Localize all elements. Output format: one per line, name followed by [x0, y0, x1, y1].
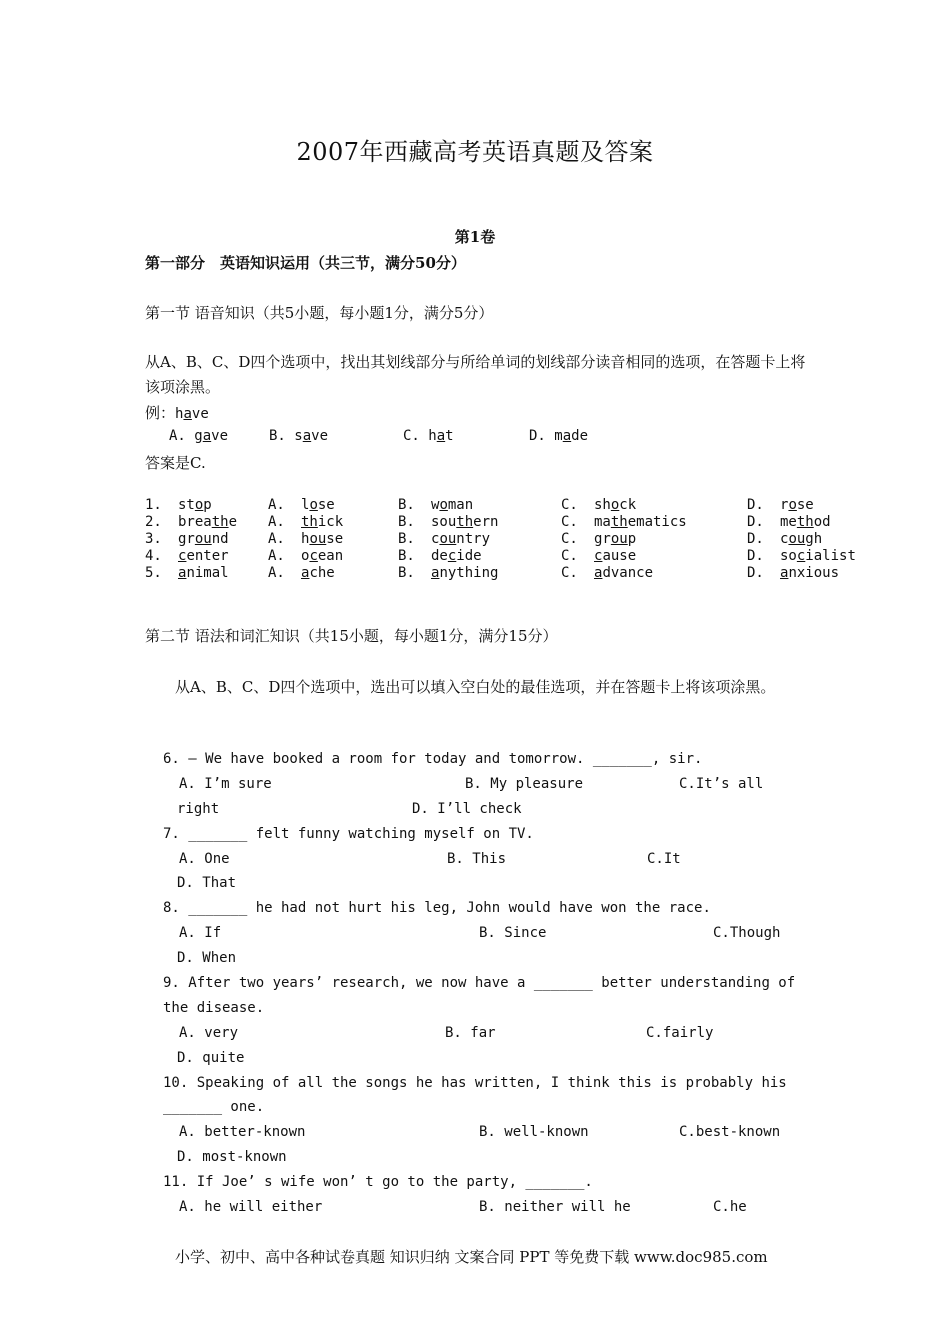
phonetics-row	[145, 497, 860, 514]
q6-option-c-cont: right	[177, 801, 220, 817]
question-7-stem: 7. _______ felt funny watching myself on TV.	[163, 826, 534, 842]
option-word: anything	[431, 565, 499, 581]
option-word: advance	[594, 565, 654, 581]
option-letter: B.	[398, 514, 415, 530]
item-number: 3.	[145, 531, 162, 547]
item-number: 4.	[145, 548, 162, 564]
item-number: 1.	[145, 497, 162, 513]
test-word: center	[178, 548, 229, 564]
test-word: animal	[178, 565, 229, 581]
option-letter: C.	[561, 497, 578, 513]
option-word: anxious	[780, 565, 840, 581]
section1-heading: 第一节 语音知识（共5小题，每小题1分，满分5分）	[145, 304, 494, 322]
option-letter: B.	[398, 565, 415, 581]
option-word: thick	[301, 514, 344, 530]
option-word: group	[594, 531, 637, 547]
option-word: method	[780, 514, 831, 530]
example-label: 例：	[145, 404, 176, 422]
option-word: rose	[780, 497, 814, 513]
option-letter: A.	[268, 497, 285, 513]
phonetics-row	[145, 548, 860, 565]
test-word: ground	[178, 531, 229, 547]
phonetics-row	[145, 514, 860, 531]
q8-option-a: A. If	[179, 925, 222, 941]
q6-option-d: D. I’ll check	[412, 801, 522, 817]
example-answer: 答案是C.	[145, 454, 206, 472]
example-option-a: A. gave	[169, 428, 229, 444]
option-letter: A.	[268, 565, 285, 581]
option-word: house	[301, 531, 344, 547]
option-word: cough	[780, 531, 823, 547]
question-8-stem: 8. _______ he had not hurt his leg, John would have won the race.	[163, 900, 711, 916]
option-letter: D.	[747, 531, 764, 547]
option-word: ache	[301, 565, 335, 581]
q7-option-c: C.It	[647, 851, 681, 867]
option-word: country	[431, 531, 491, 547]
test-word: breathe	[178, 514, 238, 530]
option-letter: A.	[268, 531, 285, 547]
phonetics-row	[145, 531, 860, 548]
option-word: ocean	[301, 548, 344, 564]
q8-option-c: C.Though	[713, 925, 781, 941]
option-letter: D.	[747, 497, 764, 513]
q6-option-b: B. My pleasure	[465, 776, 584, 792]
section2-instruction: 从A、B、C、D四个选项中，选出可以填入空白处的最佳选项，并在答题卡上将该项涂黑。	[175, 678, 776, 696]
question-10-stem-cont: _______ one.	[163, 1099, 265, 1115]
option-letter: C.	[561, 548, 578, 564]
option-word: mathematics	[594, 514, 687, 530]
q8-option-b: B. Since	[479, 925, 547, 941]
option-letter: C.	[561, 565, 578, 581]
q11-option-b: B. neither will he	[479, 1199, 631, 1215]
option-letter: A.	[268, 548, 285, 564]
q7-option-b: B. This	[447, 851, 507, 867]
option-letter: C.	[561, 531, 578, 547]
option-letter: B.	[398, 497, 415, 513]
q6-option-c: C.It’s all	[679, 776, 764, 792]
phonetics-table	[145, 497, 860, 582]
option-letter: A.	[268, 514, 285, 530]
example-word: have	[175, 406, 209, 422]
option-letter: B.	[398, 531, 415, 547]
option-letter: C.	[561, 514, 578, 530]
option-letter: B.	[398, 548, 415, 564]
part-heading: 第一部分 英语知识运用（共三节，满分50分）	[145, 254, 466, 272]
example-line	[145, 402, 209, 423]
option-letter: D.	[747, 565, 764, 581]
section2-heading: 第二节 语法和词汇知识（共15小题，每小题1分，满分15分）	[145, 627, 558, 645]
example-option-c: C. hat	[403, 428, 454, 444]
question-9-stem: 9. After two years’ research, we now have a _______ better understanding of	[163, 975, 796, 991]
q10-option-a: A. better-known	[179, 1124, 306, 1140]
option-letter: D.	[747, 514, 764, 530]
option-letter: D.	[747, 548, 764, 564]
q8-option-d: D. When	[177, 950, 237, 966]
option-word: southern	[431, 514, 499, 530]
option-word: shock	[594, 497, 637, 513]
phonetics-row	[145, 565, 860, 582]
q11-option-c: C.he	[713, 1199, 747, 1215]
item-number: 2.	[145, 514, 162, 530]
q10-option-d: D. most-known	[177, 1149, 287, 1165]
volume-title: 第1卷	[454, 228, 496, 246]
option-word: woman	[431, 497, 474, 513]
page-footer: 小学、初中、高中各种试卷真题 知识归纳 文案合同 PPT 等免费下载 www.doc985.com	[175, 1248, 768, 1266]
q9-option-d: D. quite	[177, 1050, 245, 1066]
q7-option-d: D. That	[177, 875, 237, 891]
q9-option-b: B. far	[445, 1025, 496, 1041]
question-10-stem: 10. Speaking of all the songs he has written, I think this is probably his	[163, 1075, 787, 1091]
example-option-d: D. made	[529, 428, 589, 444]
section1-instruction: 从A、B、C、D四个选项中，找出其划线部分与所给单词的划线部分读音相同的选项，在答题卡上将该项涂黑。	[145, 353, 806, 396]
option-word: lose	[301, 497, 335, 513]
test-word: stop	[178, 497, 212, 513]
option-word: cause	[594, 548, 637, 564]
q6-option-a: A. I’m sure	[179, 776, 272, 792]
q7-option-a: A. One	[179, 851, 230, 867]
q11-option-a: A. he will either	[179, 1199, 323, 1215]
option-word: socialist	[780, 548, 856, 564]
question-6-stem: 6. — We have booked a room for today and tomorrow. _______, sir.	[163, 751, 703, 767]
example-option-b: B. save	[269, 428, 329, 444]
page-title: 2007年西藏高考英语真题及答案	[296, 138, 654, 166]
q9-option-c: C.fairly	[646, 1025, 714, 1041]
question-9-stem-cont: the disease.	[163, 1000, 265, 1016]
question-11-stem: 11. If Joe’ s wife won’ t go to the party, _______.	[163, 1174, 593, 1190]
q10-option-c: C.best-known	[679, 1124, 781, 1140]
option-word: decide	[431, 548, 482, 564]
item-number: 5.	[145, 565, 162, 581]
q9-option-a: A. very	[179, 1025, 239, 1041]
q10-option-b: B. well-known	[479, 1124, 589, 1140]
